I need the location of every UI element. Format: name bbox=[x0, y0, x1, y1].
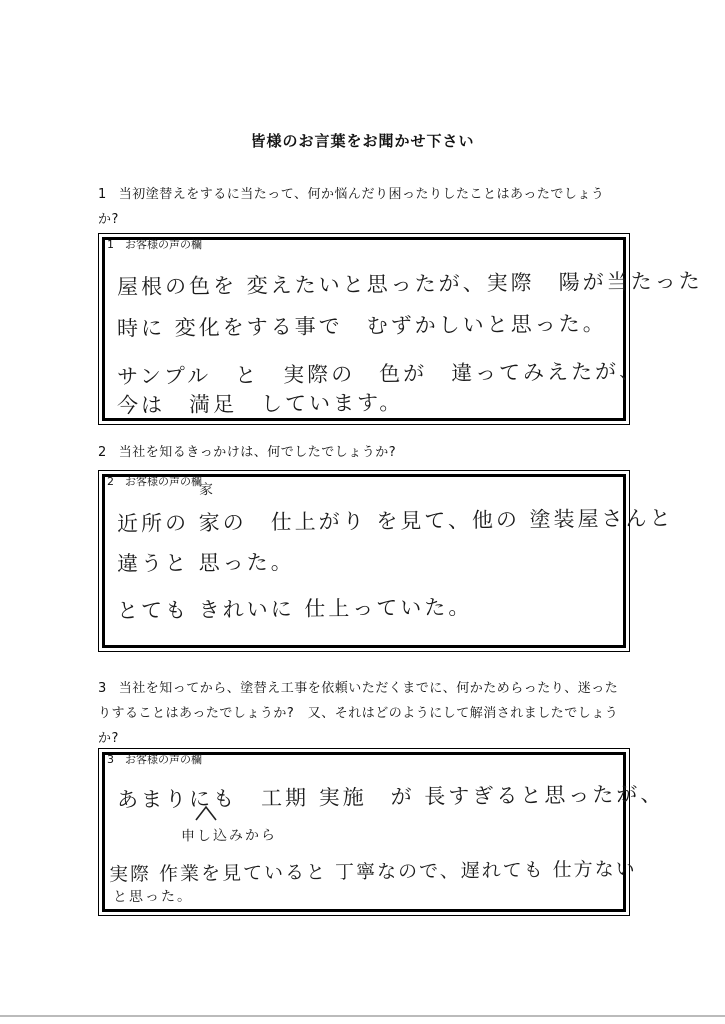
question-1 bbox=[98, 182, 623, 232]
insertion-caret-mark bbox=[195, 805, 217, 821]
handwritten-answer-line: あまりにも 工期 実施 が 長すぎると思ったが、 bbox=[116, 782, 665, 812]
question-number: 2 bbox=[98, 445, 107, 460]
handwritten-answer-line: 実際 作業を見ていると 丁寧なので、遅れても 仕方ない bbox=[108, 858, 637, 886]
handwritten-answer-line: と思った。 bbox=[112, 888, 194, 906]
question-text: 当社を知ってから、塗替え工事を依頼いただくまでに、何かためらったり、迷った bbox=[118, 681, 619, 696]
answer-box-2 bbox=[98, 470, 674, 652]
box-label: 3 お客様の声の欄 bbox=[107, 753, 202, 766]
question-2 bbox=[98, 440, 623, 465]
question-number: 3 bbox=[98, 681, 107, 696]
handwritten-answer-line: 屋根の色を 変えたいと思ったが、実際 陽が当たった bbox=[116, 268, 703, 300]
question-text: か? bbox=[98, 731, 119, 746]
answer-box-1 bbox=[98, 233, 703, 425]
question-number: 1 bbox=[98, 187, 107, 202]
handwritten-answer-line: 今は 満足 しています。 bbox=[116, 390, 404, 418]
handwritten-answer-line: 近所の 家の 仕上がり を見て、他の 塗装屋さんと bbox=[116, 506, 674, 536]
handwritten-answer-line: 違うと 思った。 bbox=[116, 550, 295, 576]
question-3 bbox=[98, 676, 623, 751]
question-text: 当初塗替えをするに当たって、何か悩んだり困ったりしたことはあったでしょう bbox=[118, 187, 605, 202]
question-text: か? bbox=[98, 212, 119, 227]
page-title: 皆様のお言葉をお聞かせ下さい bbox=[250, 132, 475, 150]
handwritten-answer-line: サンプル と 実際の 色が 違ってみえたが、 bbox=[116, 359, 644, 389]
question-text: りすることはあったでしょうか? 又、それはどのようにして解消されましたでしょう bbox=[98, 706, 619, 721]
handwritten-answer-line: とても きれいに 仕上っていた。 bbox=[116, 595, 473, 623]
question-text: 当社を知るきっかけは、何でしたでしょうか? bbox=[118, 445, 397, 460]
page-bottom-edge bbox=[0, 1015, 725, 1017]
answer-box-3 bbox=[98, 748, 665, 916]
box-label: 2 お客様の声の欄 bbox=[107, 475, 202, 488]
box-label: 1 お客様の声の欄 bbox=[107, 238, 202, 251]
handwritten-insertion: 申し込みから bbox=[180, 827, 278, 845]
handwritten-note: 家 bbox=[198, 481, 216, 499]
handwritten-answer-line: 時に 変化をする事で むずかしいと思った。 bbox=[116, 311, 607, 341]
